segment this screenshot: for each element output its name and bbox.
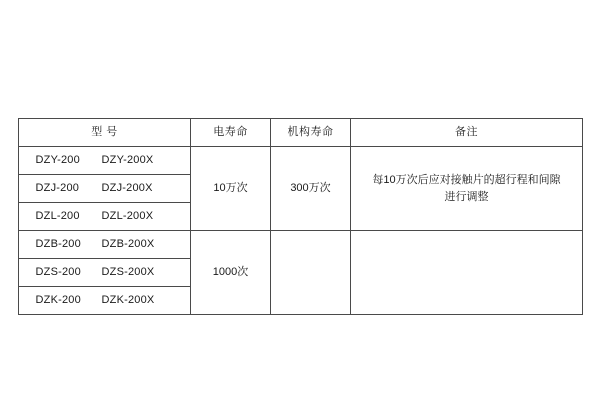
model-cell [19, 287, 191, 315]
header-remark: 备注 [351, 119, 583, 147]
model-code-b: DZB-200X [101, 238, 155, 251]
model-cell [19, 259, 191, 287]
remark-group-1 [351, 147, 583, 231]
model-cell [19, 203, 191, 231]
header-electrical-life: 电寿命 [191, 119, 271, 147]
table-row [19, 147, 583, 175]
model-code-a: DZK-200 [35, 294, 81, 307]
model-cell [19, 231, 191, 259]
header-model: 型 号 [19, 119, 191, 147]
header-mechanical-life: 机构寿命 [271, 119, 351, 147]
model-code-b: DZK-200X [101, 294, 155, 307]
model-code-b: DZY-200X [101, 154, 154, 167]
model-code-a: DZL-200 [35, 210, 80, 223]
spec-table-container [18, 118, 582, 315]
remark-group-2 [351, 231, 583, 315]
specification-table [18, 118, 583, 315]
electrical-life-group-2: 1000次 [191, 231, 271, 315]
model-cell [19, 175, 191, 203]
table-header-row [19, 119, 583, 147]
electrical-life-group-1: 10万次 [191, 147, 271, 231]
table-row [19, 231, 583, 259]
model-code-b: DZS-200X [101, 266, 155, 279]
model-code-b: DZJ-200X [101, 182, 153, 195]
model-code-a: DZY-200 [35, 154, 80, 167]
model-cell [19, 147, 191, 175]
remark-line-1: 每10万次后应对接触片的超行程和间隙 [372, 174, 561, 186]
model-code-a: DZB-200 [35, 238, 81, 251]
model-code-b: DZL-200X [101, 210, 154, 223]
remark-line-2: 进行调整 [444, 190, 489, 203]
model-code-a: DZS-200 [35, 266, 81, 279]
mechanical-life-group-1: 300万次 [271, 147, 351, 231]
model-code-a: DZJ-200 [35, 182, 80, 195]
mechanical-life-group-2 [271, 231, 351, 315]
